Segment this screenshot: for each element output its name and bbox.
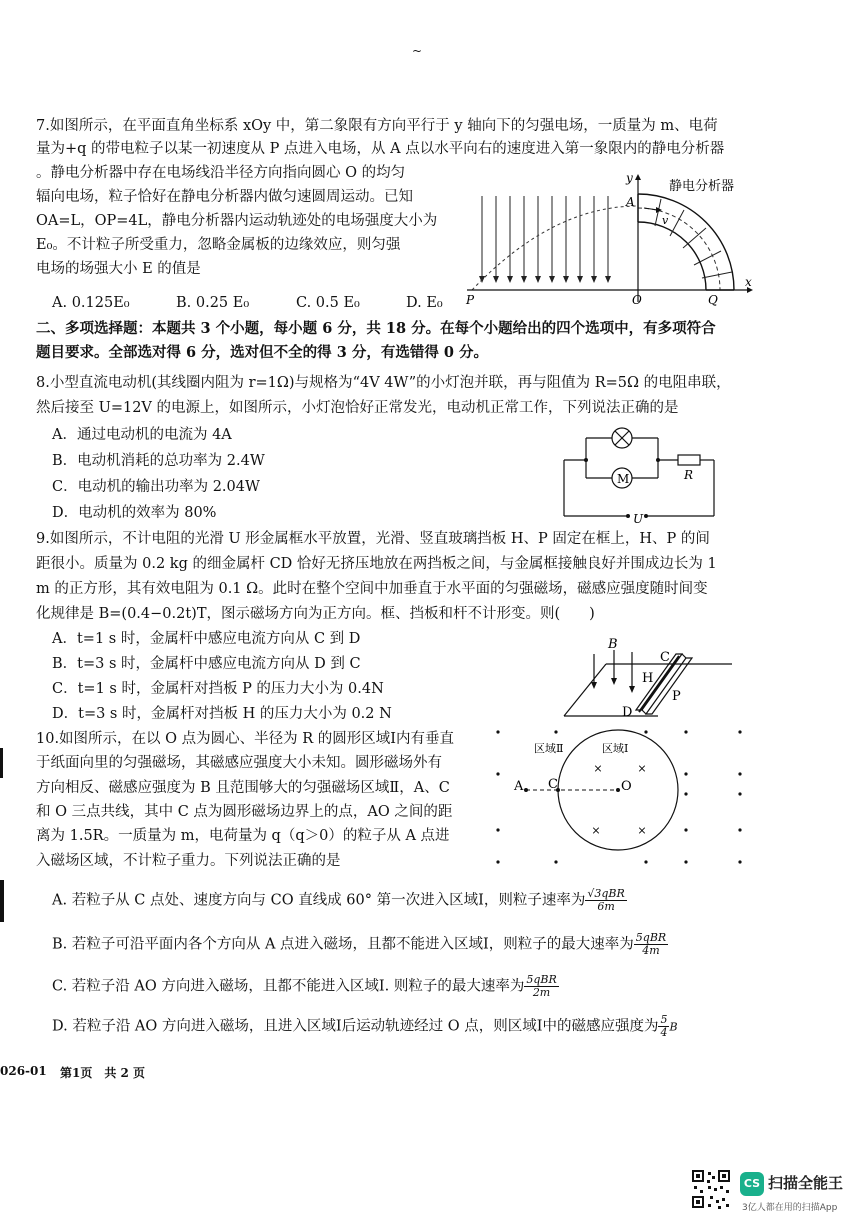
q10-line3: 方向相反、磁感应强度为 B 且范围够大的匀强磁场区域Ⅱ，A、C	[36, 780, 450, 796]
q7-line6: E₀。不计粒子所受重力，忽略金属板的边缘效应，则匀强	[36, 237, 401, 253]
q10-option-d	[52, 1014, 678, 1039]
q7-fig-x: x	[745, 275, 752, 289]
q7-fig-o: O	[632, 293, 642, 307]
q7-line4: 辐向电场，粒子恰好在静电分析器内做匀速圆周运动。已知	[36, 189, 413, 205]
q10-fig-c: C	[548, 777, 558, 792]
q9-figure	[558, 630, 738, 722]
q9-fig-p: P	[672, 689, 681, 704]
footer-code: 026-01	[0, 1064, 47, 1078]
footer-page: 第1页 共 2 页	[60, 1066, 146, 1080]
q7-fig-v: v	[662, 214, 669, 227]
q8-fig-r: R	[684, 468, 694, 482]
q10-option-b-fraction: $\frac{\text{5qBR}}{4m}$	[635, 931, 667, 957]
q8-line2: 然后接至 U=12V 的电源上，如图所示，小灯泡恰好正常发光，电动机正常工作，下列说法正确的是	[36, 400, 679, 416]
q7-line5: OA=L，OP=4L，静电分析器内运动轨迹处的电场强度大小为	[36, 213, 438, 229]
q10-option-a-text: A. 若粒子从 C 点处、速度方向与 CO 直线成 60° 第一次进入区域Ⅰ，则粒子速率为	[52, 892, 586, 909]
q9-line4: 化规律是 B=(0.4−0.2t)T，图示磁场方向为正方向。框、挡板和杆不计形变。则( )	[36, 606, 595, 622]
q7-figure	[462, 172, 754, 312]
stray-mark: ~	[412, 44, 423, 58]
q8-option-b: B．电动机消耗的总功率为 2.4W	[52, 453, 265, 469]
q7-option-d: D. E₀	[406, 295, 443, 311]
q10-option-a	[52, 888, 627, 913]
q8-fig-u: U	[633, 512, 644, 526]
svg-text:×: ×	[637, 762, 647, 775]
qr-code	[690, 1168, 732, 1210]
q10-line5: 离为 1.5R。一质量为 m，电荷量为 q（q＞0）的粒子从 A 点进	[36, 828, 450, 844]
q10-fig-o: O	[621, 779, 632, 794]
q7-line1: 7.如图所示，在平面直角坐标系 xOy 中，第二象限有方向平行于 y 轴向下的匀强电场，一质量为 m、电荷	[36, 118, 718, 134]
app-slogan: 3亿人都在用的扫描App	[742, 1203, 838, 1213]
q10-option-c-text: C. 若粒子沿 AO 方向进入磁场，且都不能进入区域Ⅰ. 则粒子的最大速率为	[52, 978, 525, 995]
q7-option-b: B. 0.25 E₀	[176, 295, 250, 311]
q10-option-d-fraction: $\frac{5}{4}$	[660, 1013, 668, 1039]
svg-text:×: ×	[591, 824, 601, 837]
q8-fig-motor: M	[617, 472, 630, 486]
q10-fig-region1: 区域Ⅰ	[602, 742, 629, 755]
q10-option-d-tail: B	[669, 1020, 678, 1034]
section2-header-line1: 二、多项选择题：本题共 3 个小题，每小题 6 分，共 18 分。在每个小题给出的四个选项中，有多项符合	[36, 320, 716, 337]
q7-line2: 量为+q 的带电粒子以某一初速度从 P 点进入电场，从 A 点以水平向右的速度进入第一象限内的静电分析器	[36, 141, 725, 157]
q9-option-d: D．t=3 s 时，金属杆对挡板 H 的压力大小为 0.2 N	[52, 706, 392, 722]
q7-line3: 。静电分析器中存在电场线沿半径方向指向圆心 O 的均匀	[36, 165, 406, 181]
app-name: 扫描全能王	[768, 1174, 844, 1192]
q9-fig-c: C	[660, 650, 670, 665]
q9-line2: 距很小。质量为 0.2 kg 的细金属杆 CD 恰好无挤压地放在两挡板之间，与金属框接触良好并围成边长为 1	[36, 556, 717, 572]
q9-line3: m 的正方形，其有效电阻为 0.1 Ω。此时在整个空间中加垂直于水平面的匀强磁场，磁感应强度随时间变	[36, 581, 708, 597]
q10-figure	[490, 722, 760, 872]
q7-fig-a: A	[626, 195, 635, 209]
q7-option-a: A. 0.125E₀	[52, 295, 130, 311]
q9-fig-d: D	[622, 705, 633, 720]
q7-fig-y: y	[626, 172, 633, 185]
q9-line1: 9.如图所示，不计电阻的光滑 U 形金属框水平放置，光滑、竖直玻璃挡板 H、P 固定在框上，H、P 的间	[36, 531, 710, 547]
app-logo-badge: CS	[740, 1172, 764, 1196]
q7-option-c: C. 0.5 E₀	[296, 295, 360, 311]
q10-line4: 和 O 三点共线，其中 C 点为圆形磁场边界上的点，AO 之间的距	[36, 804, 453, 820]
q8-line1: 8.小型直流电动机(其线圈内阻为 r=1Ω)与规格为“4V 4W”的小灯泡并联，再与阻值为 R=5Ω 的电阻串联，	[36, 375, 731, 391]
q8-circuit	[556, 424, 724, 528]
q8-option-c: C．电动机的输出功率为 2.04W	[52, 479, 260, 495]
q9-fig-b: B	[608, 637, 618, 652]
q9-option-a: A．t=1 s 时，金属杆中感应电流方向从 C 到 D	[52, 631, 361, 647]
q7-fig-p: P	[466, 293, 475, 307]
q9-option-b: B．t=3 s 时，金属杆中感应电流方向从 D 到 C	[52, 656, 361, 672]
svg-text:×: ×	[637, 824, 647, 837]
q9-fig-h: H	[642, 671, 654, 686]
binding-mark	[0, 880, 4, 922]
q8-option-a: A．通过电动机的电流为 4A	[52, 427, 232, 443]
q10-line6: 入磁场区域，不计粒子重力。下列说法正确的是	[36, 853, 341, 869]
q10-option-a-fraction: $\frac{\text{√3qBR}}{6m}$	[587, 887, 625, 913]
q10-line1: 10.如图所示，在以 O 点为圆心、半径为 R 的圆形区域Ⅰ内有垂直	[36, 731, 455, 747]
q10-option-c	[52, 974, 559, 999]
q10-fig-a: A	[514, 779, 524, 794]
svg-text:×: ×	[593, 762, 603, 775]
q10-option-b-text: B. 若粒子可沿平面内各个方向从 A 点进入磁场，且都不能进入区域Ⅰ，则粒子的最大速率为	[52, 936, 634, 953]
q10-option-d-text: D. 若粒子沿 AO 方向进入磁场，且进入区域Ⅰ后运动轨迹经过 O 点，则区域Ⅰ中的磁感应强度为	[52, 1018, 659, 1035]
q7-fig-q: Q	[708, 293, 718, 307]
binding-mark	[0, 748, 3, 778]
q7-line7: 电场的场强大小 E 的值是	[36, 261, 201, 277]
q10-fig-region2: 区域Ⅱ	[534, 742, 564, 755]
section2-header-line2: 题目要求。全部选对得 6 分，选对但不全的得 3 分，有选错得 0 分。	[36, 344, 489, 361]
q7-fig-analyzer-label: 静电分析器	[669, 179, 735, 194]
q10-option-c-fraction: $\frac{\text{5qBR}}{2m}$	[526, 973, 557, 999]
q10-option-b	[52, 932, 668, 957]
q8-option-d: D．电动机的效率为 80%	[52, 505, 217, 521]
q9-option-c: C．t=1 s 时，金属杆对挡板 P 的压力大小为 0.4N	[52, 681, 384, 697]
q10-line2: 于纸面向里的匀强磁场，其磁感应强度大小未知。圆形磁场外有	[36, 755, 442, 771]
